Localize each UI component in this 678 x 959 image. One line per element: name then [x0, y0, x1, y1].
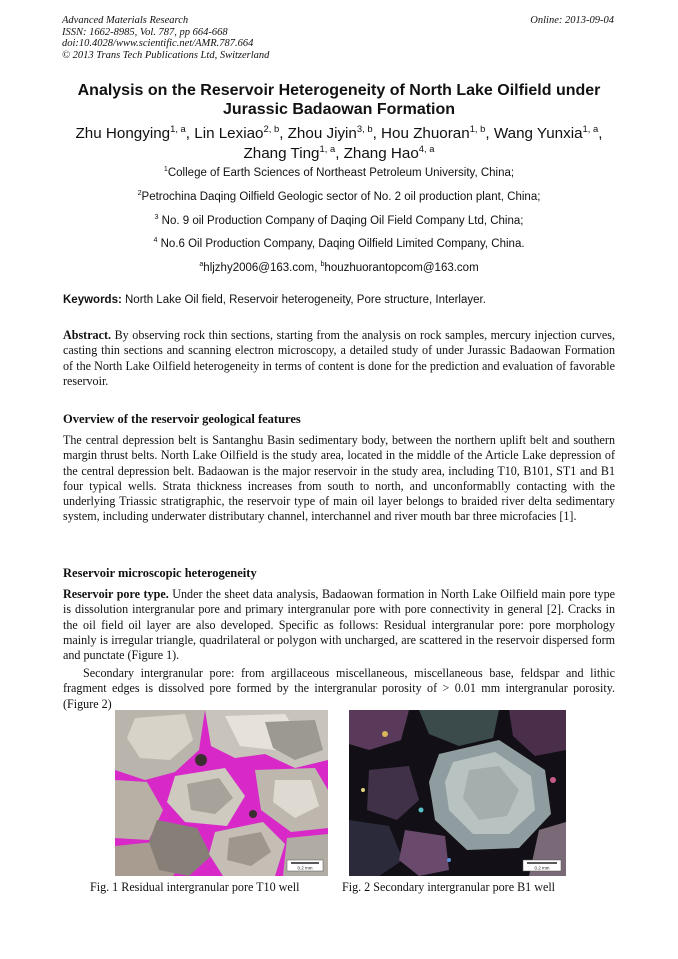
micrograph-residual-pore-image: [115, 710, 328, 876]
email-line[interactable]: $^a$hljzhy2006@163.com, $^b$houzhuorantopcom@163.com: [199, 260, 479, 275]
title-line-1: Analysis on the Reservoir Heterogeneity of North Lake Oilfield under: [77, 82, 601, 99]
journal-name: Advanced Materials Research: [62, 15, 189, 26]
header-journal-info: [62, 15, 269, 61]
figure-2-caption: Fig. 2 Secondary intergranular pore B1 well: [342, 880, 556, 894]
online-date: Online: 2013-09-04: [530, 15, 614, 26]
affiliation: $^4$ No.6 Oil Production Company, Daqing Oilfield Limited Company, China.: [153, 236, 525, 251]
title-line-2: Jurassic Badaowan Formation: [222, 101, 456, 118]
affiliation: $^3$ No. 9 oil Production Company of Daqing Oil Field Company Ltd, China;: [154, 212, 524, 227]
affiliation: $^1$College of Earth Sciences of Northeast Petroleum University, China;: [163, 165, 515, 179]
subsection-lead: Reservoir pore type.: [63, 587, 169, 601]
author-list: [56, 124, 622, 164]
figure-1-caption: Fig. 1 Residual intergranular pore T10 well: [90, 880, 300, 894]
section-paragraph: Reservoir pore type. Under the sheet data analysis, Badaowan formation in North Lake Oilfield main pore type is dissolution intergranular pore and primary intergranular pore with pore connectivity in general [2]. Cracks in the oil field oil layer are also developed. Specific as follows: Residual intergranular pore: pore morphology mainly is irregular triangle, quadrilateral or polygon with uncharged, are scattered in the reservoir dispersed form and punctate (Figure 1).: [63, 587, 615, 663]
abstract-label: Abstract.: [63, 328, 112, 342]
section-heading: Overview of the reservoir geological features: [63, 412, 301, 426]
scale-bar-label: 0.2 mm: [534, 865, 550, 871]
author: Zhou Jiyin$^{3, b}$,: [287, 122, 382, 142]
doi-link[interactable]: doi:10.4028/www.scientific.net/AMR.787.664: [62, 38, 254, 49]
section-heading: Reservoir microscopic heterogeneity: [63, 566, 257, 580]
affiliation-list: [56, 166, 622, 285]
author: Zhang Ting$^{1, a}$,: [243, 142, 344, 162]
abstract: [63, 328, 615, 389]
author: Wang Yunxia$^{1, a}$,: [493, 122, 603, 142]
issn-line: ISSN: 1662-8985, Vol. 787, pp 664-668: [62, 26, 228, 38]
author: Zhu Hongying$^{1, a}$,: [75, 122, 195, 142]
keywords: [63, 293, 615, 307]
micrograph-secondary-pore-image: [349, 710, 566, 876]
scale-bar-label: 0.2 mm: [297, 865, 313, 871]
paper-title: [62, 81, 616, 119]
section-paragraph: Secondary intergranular pore: from argillaceous miscellaneous, miscellaneous base, feldspar and lithic fragment edges is dissolved pore formed by the intergranular porosity of > 0.01 mm intergranular porosity. (Figure 2): [63, 666, 615, 711]
author: Hou Zhuoran$^{1, b}$,: [381, 122, 494, 142]
figure-1-micrograph: [115, 710, 328, 876]
author: Lin Lexiao$^{2, b}$,: [194, 122, 288, 142]
affiliation: $^2$Petrochina Daqing Oilfield Geologic sector of No. 2 oil production plant, China;: [137, 188, 541, 203]
copyright-line: © 2013 Trans Tech Publications Ltd, Switzerland: [62, 49, 270, 61]
keywords-text: North Lake Oil field, Reservoir heterogeneity, Pore structure, Interlayer.: [121, 294, 486, 306]
abstract-text: By observing rock thin sections, starting from the analysis on rock samples, mercury injection curves, casting thin sections and scanning electron microscopy, a detailed study of under Jurassic Badaowan Formation of the North Lake Oilfield heterogeneity in terms of content is done for the prediction and evaluation of favorable reservoir.: [63, 328, 615, 388]
figure-2-micrograph: [349, 710, 566, 876]
section-paragraph: The central depression belt is Santanghu Basin sedimentary body, between the northern uplift belt and southern margin thrust belts. North Lake Oilfield is the study area, located in the middle of the Article Lake depression of the central depression belt. Badaowan is the major reservoir in the study area, including T10, B101, ST1 and B1 four typical wells. Strata thickness increases from south to north, and unconformablly contacting with the underlying Triassic stratigraphic, the reservoir type of main oil layer belongs to braided river delta sedimentary system, including underwater distributary channel, interchannel and river mouth bar three microfacies [1].: [63, 433, 615, 524]
keywords-label: Keywords:: [63, 294, 122, 306]
author: Zhang Hao$^{4, a}$: [343, 142, 435, 162]
